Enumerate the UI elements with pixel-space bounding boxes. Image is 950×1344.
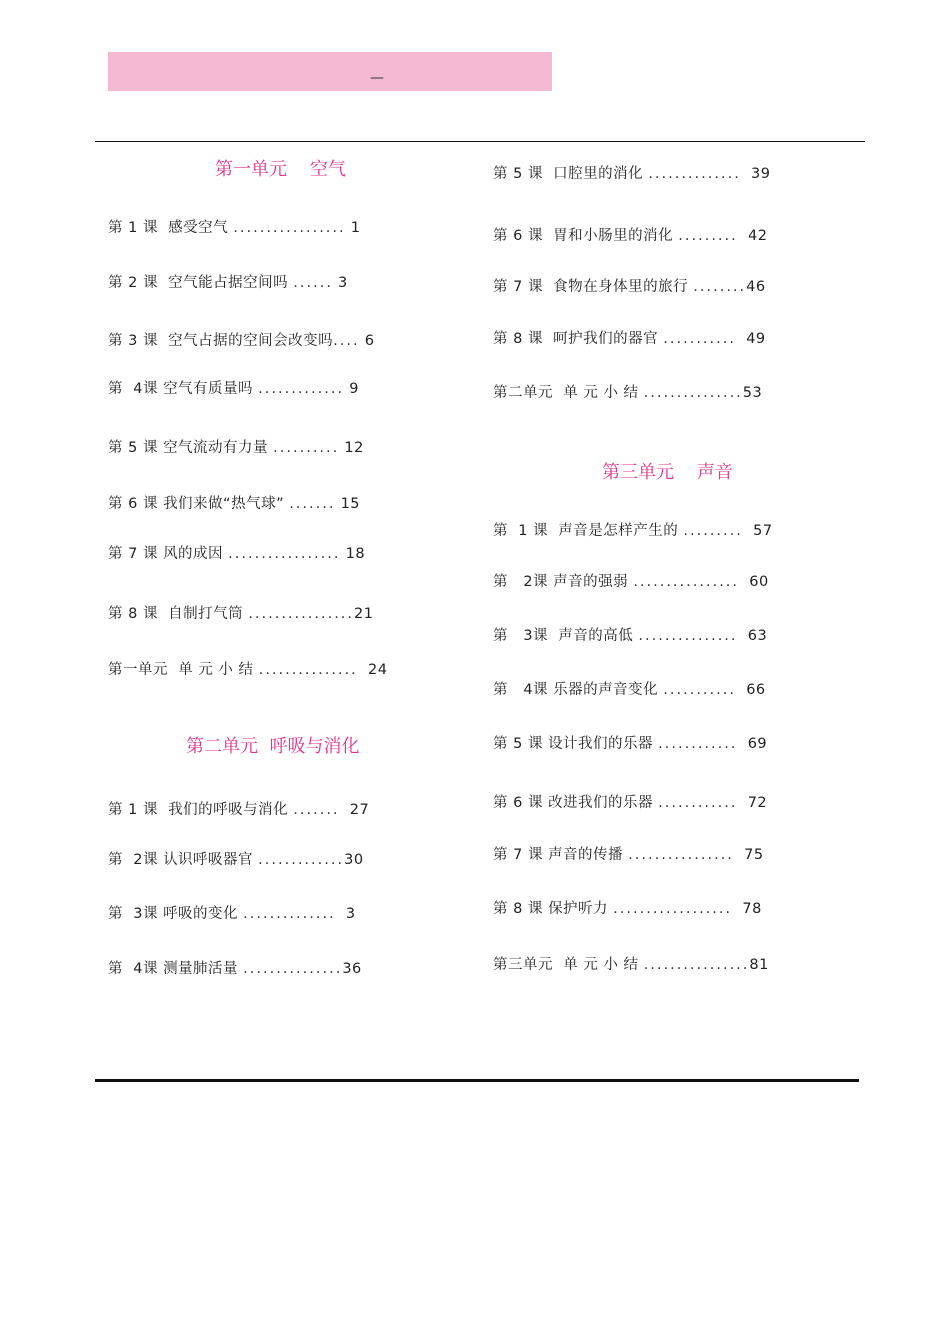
page-number: 15	[340, 496, 361, 512]
toc-entry[interactable]	[493, 165, 770, 183]
leader-dots: ...........	[663, 682, 736, 698]
toc-entry[interactable]	[108, 219, 360, 237]
lesson-label: 第 8 课	[493, 331, 543, 347]
summary-title: 单 元 小 结	[178, 662, 254, 678]
lesson-title: 声音的强弱	[553, 574, 629, 590]
leader-dots: .........	[683, 523, 743, 539]
leader-dots: ............	[658, 736, 738, 752]
toc-entry[interactable]	[493, 627, 767, 645]
lesson-title: 测量肺活量	[163, 961, 239, 977]
lesson-title: 呼吸的变化	[163, 906, 239, 922]
lesson-title: 空气有质量吗	[163, 381, 254, 397]
toc-entry[interactable]	[108, 439, 364, 457]
toc-entry[interactable]	[108, 274, 348, 292]
leader-dots: ........	[693, 279, 747, 295]
lesson-label: 第 3 课	[108, 333, 158, 349]
lesson-label: 第 2 课	[108, 275, 158, 291]
leader-dots: .......	[293, 802, 340, 818]
toc-entry[interactable]	[108, 905, 356, 923]
page-number: 81	[749, 957, 769, 973]
page-number: 9	[349, 381, 359, 397]
lesson-title: 自制打气筒	[168, 606, 244, 622]
leader-dots: ...............	[258, 662, 358, 678]
summary-title: 单 元 小 结	[563, 385, 639, 401]
lesson-label: 第 4课	[108, 381, 158, 397]
lesson-title: 声音的传播	[548, 847, 624, 863]
page-number: 6	[364, 333, 375, 349]
toc-entry[interactable]	[493, 384, 762, 402]
leader-dots: ......	[293, 275, 333, 291]
page-number: 42	[747, 228, 768, 244]
leader-dots: ..............	[243, 906, 336, 922]
page-number: 39	[751, 166, 771, 182]
toc-entry[interactable]	[108, 332, 374, 350]
page-number: 78	[742, 901, 762, 917]
banner-mark: —	[370, 70, 384, 86]
toc-entry[interactable]	[493, 794, 767, 812]
toc-entry[interactable]	[493, 227, 767, 245]
lesson-title: 乐器的声音变化	[553, 682, 659, 698]
leader-dots: ................	[633, 574, 740, 590]
leader-dots: .................	[233, 220, 346, 236]
lesson-title: 风的成因	[163, 546, 224, 562]
page-number: 46	[746, 279, 766, 295]
toc-entry[interactable]	[493, 330, 766, 348]
lesson-title: 呵护我们的器官	[553, 331, 659, 347]
lesson-title: 改进我们的乐器	[548, 795, 654, 811]
unit-title-1: 第一单元 空气	[215, 159, 346, 180]
leader-dots: .................	[228, 546, 341, 562]
leader-dots: .............	[258, 852, 345, 868]
unit-title-2: 第二单元 呼吸与消化	[186, 736, 360, 757]
page-number: 18	[345, 546, 366, 562]
toc-entry[interactable]	[493, 681, 766, 699]
toc-entry[interactable]	[493, 573, 769, 591]
lesson-label: 第 8 课	[108, 606, 158, 622]
lesson-label: 第 1 课	[108, 220, 158, 236]
leader-dots: .......	[289, 496, 336, 512]
lesson-label: 第 2课	[108, 852, 158, 868]
toc-entry[interactable]	[108, 605, 373, 623]
page-number: 63	[747, 628, 768, 644]
lesson-label: 第 1 课	[108, 802, 158, 818]
lesson-label: 第 6 课	[493, 795, 543, 811]
top-rule	[95, 141, 865, 142]
lesson-title: 空气流动有力量	[163, 440, 269, 456]
leader-dots: ...............	[243, 961, 343, 977]
leader-dots: ............	[658, 795, 738, 811]
lesson-title: 口腔里的消化	[553, 166, 644, 182]
lesson-title: 空气占据的空间会改变吗	[168, 333, 334, 349]
summary-label: 第三单元	[493, 957, 553, 973]
leader-dots: ................	[248, 606, 355, 622]
toc-entry[interactable]	[493, 278, 766, 296]
leader-dots: ...............	[638, 628, 738, 644]
toc-entry[interactable]	[493, 956, 769, 974]
lesson-title: 我们的呼吸与消化	[168, 802, 289, 818]
lesson-title: 声音是怎样产生的	[558, 523, 679, 539]
toc-entry[interactable]	[108, 380, 359, 398]
page-number: 57	[753, 523, 773, 539]
lesson-title: 我们来做“热气球”	[163, 496, 285, 512]
page-number: 36	[342, 961, 362, 977]
page-number: 53	[742, 385, 763, 401]
lesson-label: 第 6 课	[493, 228, 543, 244]
toc-entry[interactable]	[493, 846, 764, 864]
toc-entry[interactable]	[493, 735, 767, 753]
leader-dots: ................	[628, 847, 734, 863]
lesson-label: 第 2课	[493, 574, 549, 590]
toc-entry[interactable]	[108, 495, 360, 513]
header-banner	[108, 52, 552, 91]
page-number: 30	[344, 852, 364, 868]
toc-entry[interactable]	[108, 960, 362, 978]
lesson-label: 第 5 课	[108, 440, 158, 456]
summary-label: 第二单元	[493, 385, 553, 401]
lesson-title: 感受空气	[168, 220, 229, 236]
page-number: 72	[747, 795, 768, 811]
page-number: 3	[338, 275, 348, 291]
lesson-title: 声音的高低	[558, 628, 634, 644]
lesson-label: 第 1 课	[493, 523, 549, 539]
leader-dots: ....	[333, 333, 360, 349]
toc-entry[interactable]	[108, 801, 369, 819]
page-number: 49	[746, 331, 766, 347]
lesson-title: 胃和小肠里的消化	[553, 228, 674, 244]
page-number: 1	[350, 220, 361, 236]
page-number: 24	[368, 662, 388, 678]
leader-dots: ..........	[273, 440, 340, 456]
lesson-label: 第 7 课	[108, 546, 158, 562]
toc-entry[interactable]	[108, 851, 364, 869]
page-number: 60	[749, 574, 769, 590]
toc-entry[interactable]	[493, 522, 773, 540]
lesson-label: 第 7 课	[493, 847, 543, 863]
page-number: 3	[345, 906, 356, 922]
lesson-label: 第 6 课	[108, 496, 158, 512]
lesson-title: 保护听力	[548, 901, 609, 917]
lesson-label: 第 7 课	[493, 279, 543, 295]
lesson-title: 认识呼吸器官	[163, 852, 254, 868]
lesson-label: 第 5 课	[493, 166, 543, 182]
lesson-label: 第 8 课	[493, 901, 543, 917]
leader-dots: ................	[643, 957, 750, 973]
page-number: 69	[747, 736, 768, 752]
toc-entry[interactable]	[108, 545, 365, 563]
leader-dots: ..................	[613, 901, 733, 917]
page-number: 12	[344, 440, 364, 456]
bottom-rule	[95, 1079, 859, 1082]
lesson-title: 食物在身体里的旅行	[553, 279, 689, 295]
page-number: 66	[746, 682, 766, 698]
page-number: 27	[349, 802, 370, 818]
toc-entry[interactable]	[108, 661, 387, 679]
leader-dots: ...........	[663, 331, 736, 347]
leader-dots: ...............	[643, 385, 743, 401]
lesson-label: 第 3课	[108, 906, 158, 922]
leader-dots: .........	[678, 228, 738, 244]
lesson-label: 第 3课	[493, 628, 549, 644]
unit-title-3: 第三单元 声音	[602, 462, 733, 483]
leader-dots: ..............	[648, 166, 741, 182]
summary-label: 第一单元	[108, 662, 168, 678]
leader-dots: .............	[258, 381, 345, 397]
lesson-title: 空气能占据空间吗	[168, 275, 289, 291]
page-number: 21	[354, 606, 374, 622]
page-number: 75	[744, 847, 764, 863]
lesson-label: 第 5 课	[493, 736, 543, 752]
lesson-title: 设计我们的乐器	[548, 736, 654, 752]
lesson-label: 第 4课	[108, 961, 158, 977]
lesson-label: 第 4课	[493, 682, 549, 698]
summary-title: 单 元 小 结	[563, 957, 639, 973]
toc-entry[interactable]	[493, 900, 762, 918]
